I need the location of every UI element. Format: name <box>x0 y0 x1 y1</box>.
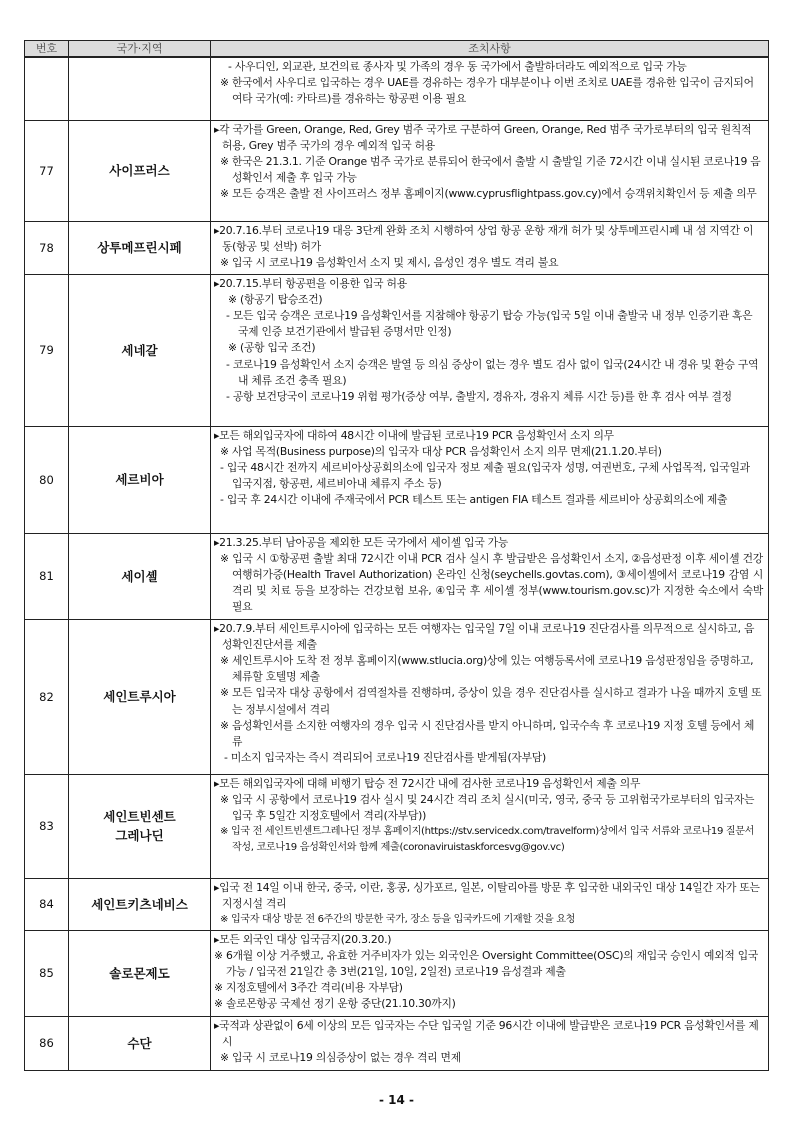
measure-line: ※ (항공기 탑승조건) <box>228 292 323 306</box>
row-region: 세네갈 <box>69 274 211 426</box>
table-row <box>25 221 769 274</box>
measure-line: ▸모든 해외입국자에 대해 비행기 탑승 전 72시간 내에 검사한 코로나19 음성확인서 제출 의무 <box>214 776 641 790</box>
row-measures <box>211 120 769 221</box>
measure-line: ※ (공항 입국 조건) <box>228 341 316 355</box>
row-region: 세인트루시아 <box>69 619 211 774</box>
measure-line: - 입국 48시간 전까지 세르비아상공회의소에 입국자 정보 제출 필요(입국자 성명, 여권번호, 구체 사업목적, 입국일과 입국지점, 항공편, 세르비아내 체류지 주소 등) <box>220 460 750 491</box>
measure-line: - 사우디인, 외교관, 보건의료 종사자 및 가족의 경우 동 국가에서 출발하더라도 예외적으로 입국 가능 <box>228 60 687 73</box>
measure-line: ※ 입국 전 세인트빈센트그레나딘 정부 홈페이지(https://stv.servicedx.com/travelform)상에서 입국 서류와 코로나19 질문서 작성, 코로나19 음성확인서와 함께 제출(coronaviruistaskforcesvg@gov.vc) <box>220 826 755 854</box>
region-name-line: 세인트빈센트 <box>103 809 176 824</box>
table-row <box>25 619 769 774</box>
measure-line: ※ 입국 시 ①항공편 출발 최대 72시간 이내 PCR 검사 실시 후 발급받은 음성확인서 소지, ②음성판정 이후 세이셸 건강여행허가증(Health Travel Authorization) 온라인 신청(seychells.govtas.com), ③세이셸에서 코로나19 감염 시 격리 및 치료 등을 보장하는 건강보험 보유, ④입국 후 세이셸 정부(www.tourism.gov.sc)가 지정한 숙소에서 숙박 필요 <box>220 551 763 614</box>
row-measures <box>211 1016 769 1070</box>
measure-line: ▸모든 해외입국자에 대하여 48시간 이내에 발급된 코로나19 PCR 음성확인서 소지 의무 <box>214 428 614 442</box>
row-measures <box>211 619 769 774</box>
table-row <box>25 426 769 533</box>
row-no: 82 <box>25 619 69 774</box>
row-measures <box>211 57 769 120</box>
measure-line: ※ 입국 시 공항에서 코로나19 검사 실시 및 24시간 격리 조치 실시(미국, 영국, 중국 등 고위험국가로부터의 입국자는 입국 후 5일간 지정호텔에서 격리(자부담)) <box>220 792 755 822</box>
header-measures: 조치사항 <box>211 41 769 58</box>
region-name-line: 그레나딘 <box>115 828 164 843</box>
row-no <box>25 57 69 120</box>
row-no: 84 <box>25 878 69 930</box>
measure-line: ▸모든 외국인 대상 입국금지(20.3.20.) <box>214 932 392 946</box>
table-row <box>25 533 769 619</box>
measure-line: - 미소지 입국자는 즉시 격리되어 코로나19 진단검사를 받게됨(자부담) <box>224 751 546 765</box>
measure-line: ▸국적과 상관없이 6세 이상의 모든 입국자는 수단 입국일 기준 96시간 이내에 발급받은 코로나19 PCR 음성확인서를 제시 <box>214 1018 759 1048</box>
row-measures <box>211 533 769 619</box>
measure-line: - 입국 후 24시간 이내에 주재국에서 PCR 테스트 또는 antigen FIA 테스트 결과를 세르비아 상공회의소에 제출 <box>220 493 728 507</box>
measure-line: ※ 지정호텔에서 3주간 격리(비용 자부담) <box>214 981 403 995</box>
row-region <box>69 57 211 120</box>
row-no: 86 <box>25 1016 69 1070</box>
table-row <box>25 930 769 1016</box>
table-header-row <box>25 41 769 58</box>
row-region: 상투메프린시페 <box>69 221 211 274</box>
measure-line: ※ 모든 승객은 출발 전 사이프러스 정부 홈페이지(www.cyprusflightpass.gov.cy)에서 승객위치확인서 등 제출 의무 <box>220 187 757 201</box>
row-no: 80 <box>25 426 69 533</box>
measure-line: - 모든 입국 승객은 코로나19 음성확인서를 지참해야 항공기 탑승 가능(입국 5일 이내 출발국 내 정부 인증기관 혹은 국제 인증 보건기관에서 발급된 증명서만 인정) <box>226 308 753 339</box>
row-no: 78 <box>25 221 69 274</box>
measure-line: ※ 6개월 이상 거주했고, 유효한 거주비자가 있는 외국인은 Oversight Committee(OSC)의 재입국 승인시 예외적 입국 가능 / 입국전 21일간 총 3번(21일, 10일, 2일전) 코로나19 음성결과 제출 <box>214 948 759 978</box>
measure-line: ※ 세인트루시아 도착 전 정부 홈페이지(www.stlucia.org)상에 있는 여행등록서에 코로나19 음성판정임을 증명하고, 체류할 호텔명 제출 <box>220 653 754 684</box>
measure-line: ※ 음성확인서를 소지한 여행자의 경우 입국 시 진단검사를 받지 아니하며, 입국수속 후 코로나19 지정 호텔 등에서 체류 <box>220 718 755 748</box>
row-region: 세인트키츠네비스 <box>69 878 211 930</box>
measures-table <box>24 40 769 1071</box>
row-measures <box>211 774 769 878</box>
row-region: 세이셸 <box>69 533 211 619</box>
measure-line: ※ 한국에서 사우디로 입국하는 경우 UAE를 경유하는 경우가 대부분이나 이번 조치로 UAE를 경유한 입국이 금지되어 여타 국가(예: 카타르)를 경유하는 항공편 이용 필요 <box>220 76 754 106</box>
measure-line: ※ 입국 시 코로나19 음성확인서 소지 및 제시, 음성인 경우 별도 격리 불요 <box>220 255 559 269</box>
measure-line: - 공항 보건당국이 코로나19 위험 평가(증상 여부, 출발지, 경유자, 경유지 체류 시간 등)를 한 후 검사 여부 결정 <box>226 389 732 403</box>
row-no: 85 <box>25 930 69 1016</box>
measure-line: ※ 솔로몬항공 국제선 정기 운항 중단(21.10.30까지) <box>214 997 456 1011</box>
row-region: 수단 <box>69 1016 211 1070</box>
measure-line: ▸각 국가를 Green, Orange, Red, Grey 범주 국가로 구분하여 Green, Orange, Red 범주 국가로부터의 입국 원칙적 허용, Grey 범주 국가의 경우 예외적 입국 허용 <box>214 122 752 152</box>
measure-line: ※ 입국 시 코로나19 의심증상이 없는 경우 격리 면제 <box>220 1050 461 1064</box>
row-region: 세르비아 <box>69 426 211 533</box>
measure-line: ※ 모든 입국자 대상 공항에서 검역절차를 진행하며, 증상이 있을 경우 진단검사를 실시하고 결과가 나올 때까지 호텔 또는 정부시설에서 격리 <box>220 686 762 716</box>
row-region <box>69 774 211 878</box>
measure-line: ▸21.3.25.부터 남아공을 제외한 모든 국가에서 세이셸 입국 가능 <box>214 535 509 549</box>
table-row <box>25 878 769 930</box>
header-region: 국가·지역 <box>69 41 211 58</box>
row-measures <box>211 426 769 533</box>
row-region: 솔로몬제도 <box>69 930 211 1016</box>
measure-line: ▸입국 전 14일 이내 한국, 중국, 이란, 홍콩, 싱가포르, 일본, 이탈리아를 방문 후 입국한 내외국인 대상 14일간 자가 또는 지정시설 격리 <box>214 880 760 910</box>
row-measures <box>211 878 769 930</box>
page-number: - 14 - <box>378 1093 414 1107</box>
measure-line: ※ 사업 목적(Business purpose)의 입국자 대상 PCR 음성확인서 소지 의무 면제(21.1.20.부터) <box>220 444 662 458</box>
table-row <box>25 120 769 221</box>
measure-line: ※ 입국자 대상 방문 전 6주간의 방문한 국가, 장소 등을 입국카드에 기재할 것을 요청 <box>220 913 576 925</box>
row-no: 77 <box>25 120 69 221</box>
row-no: 83 <box>25 774 69 878</box>
measure-line: - 코로나19 음성확인서 소지 승객은 발열 등 의심 증상이 없는 경우 별도 검사 없이 입국(24시간 내 경유 및 환승 구역 내 체류 조건 충족 필요) <box>226 357 759 387</box>
measure-line: ▸20.7.16.부터 코로나19 대응 3단계 완화 조치 시행하여 상업 항공 운항 재개 허가 및 상투메프린시페 내 섬 지역간 이동(항공 및 선박) 허가 <box>214 223 754 253</box>
table-row <box>25 57 769 120</box>
row-region: 사이프러스 <box>69 120 211 221</box>
row-measures <box>211 221 769 274</box>
measure-line: ※ 한국은 21.3.1. 기준 Orange 범주 국가로 분류되어 한국에서 출발 시 출발일 기준 72시간 이내 실시된 코로나19 음성확인서 제출 후 입국 가능 <box>220 154 761 185</box>
measure-line: ▸20.7.9.부터 세인트루시아에 입국하는 모든 여행자는 입국일 7일 이내 코로나19 진단검사를 의무적으로 실시하고, 음성확인진단서를 제출 <box>214 621 755 651</box>
table-row <box>25 774 769 878</box>
header-no: 번호 <box>25 41 69 58</box>
row-measures <box>211 274 769 426</box>
table-row <box>25 274 769 426</box>
row-no: 81 <box>25 533 69 619</box>
row-measures <box>211 930 769 1016</box>
row-no: 79 <box>25 274 69 426</box>
table-row <box>25 1016 769 1070</box>
measure-line: ▸20.7.15.부터 항공편을 이용한 입국 허용 <box>214 276 407 290</box>
